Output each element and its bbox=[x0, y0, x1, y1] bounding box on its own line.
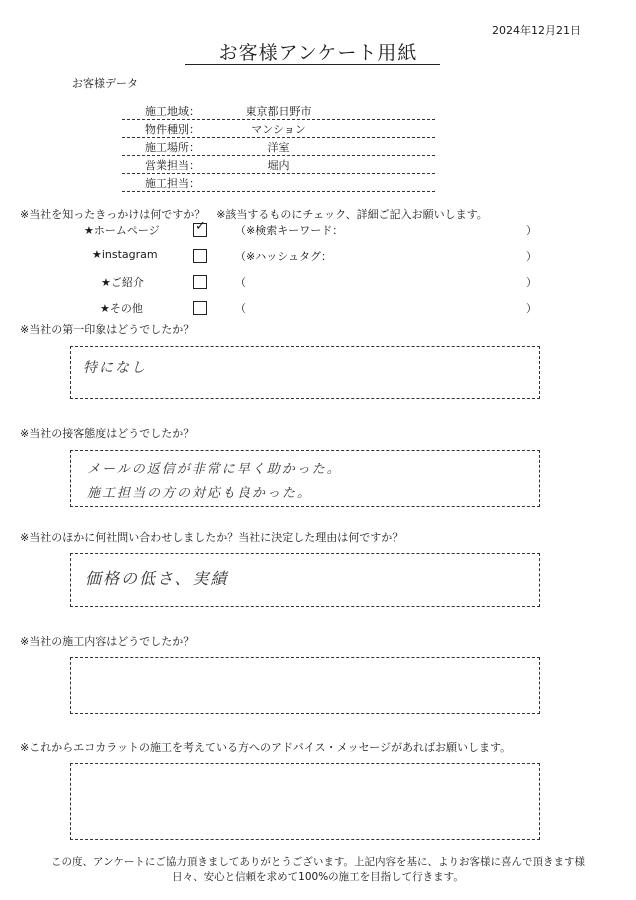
answer-box-advice[interactable] bbox=[70, 763, 540, 840]
customer-row-area bbox=[122, 101, 435, 120]
survey-date: 2024年12月21日 bbox=[492, 24, 581, 37]
option-detail: （※検索キーワード： bbox=[235, 224, 344, 237]
question-competitors: ※当社のほかに何社問い合わせしましたか？当社に決定した理由は何ですか？ bbox=[20, 531, 404, 544]
customer-row-label: 施工担当： bbox=[145, 177, 200, 190]
option-close-paren: ） bbox=[526, 276, 537, 289]
question-service-attitude: ※当社の接客態度はどうでしたか？ bbox=[20, 427, 195, 440]
page-title: お客様アンケート用紙 bbox=[218, 42, 418, 64]
option-detail: （※ハッシュタグ： bbox=[235, 250, 332, 263]
handwritten-answer: メールの返信が非常に早く助かった。 bbox=[87, 462, 342, 477]
handwritten-answer: 施工担当の方の対応も良かった。 bbox=[87, 486, 313, 501]
customer-section-label: お客様データ bbox=[72, 77, 138, 90]
footer-message bbox=[0, 855, 636, 885]
answer-box-service-attitude[interactable] bbox=[70, 450, 540, 507]
customer-row-label: 施工場所： bbox=[145, 141, 200, 154]
option-close-paren: ） bbox=[526, 250, 537, 263]
customer-row-place bbox=[122, 137, 435, 156]
option-label: ★ご紹介 bbox=[101, 276, 144, 289]
customer-row-value: 東京都日野市 bbox=[245, 105, 312, 118]
customer-row-value: マンション bbox=[251, 123, 306, 136]
question-first-impression: ※当社の第一印象はどうでしたか？ bbox=[20, 323, 195, 336]
question-advice: ※これからエコカラットの施工を考えている方へのアドバイス・メッセージがあればお願いします。 bbox=[20, 741, 512, 754]
source-option-referral bbox=[0, 274, 636, 294]
option-checkbox[interactable] bbox=[193, 301, 207, 315]
option-checkbox[interactable] bbox=[193, 249, 207, 263]
customer-row-sales bbox=[122, 155, 435, 174]
customer-row-type bbox=[122, 119, 435, 138]
footer-line: この度、アンケートにご協力頂きましてありがとうございます。上記内容を基に、よりお客様に喜んで頂きます様 bbox=[50, 856, 586, 868]
answer-box-work-quality[interactable] bbox=[70, 657, 540, 714]
source-option-homepage bbox=[0, 219, 636, 242]
option-label: ★instagram bbox=[92, 248, 158, 261]
source-option-other bbox=[0, 300, 636, 320]
customer-row-value: 堀内 bbox=[267, 159, 290, 172]
handwritten-answer: 特になし bbox=[83, 360, 147, 376]
option-close-paren: ） bbox=[526, 224, 537, 237]
footer-line: 日々、安心と信頼を求めて100%の施工を目指して行きます。 bbox=[172, 871, 464, 883]
answer-box-first-impression[interactable] bbox=[70, 346, 540, 399]
question-work-quality: ※当社の施工内容はどうでしたか？ bbox=[20, 635, 195, 648]
source-question: ※当社を知ったきっかけは何ですか？ ※該当するものにチェック、詳細ご記入お願いします。 bbox=[20, 208, 488, 221]
option-checkbox[interactable] bbox=[193, 219, 207, 237]
answer-box-competitors[interactable] bbox=[70, 553, 540, 607]
option-label: ★ホームページ bbox=[84, 224, 160, 237]
option-detail: （ bbox=[235, 276, 246, 289]
option-checkbox[interactable] bbox=[193, 275, 207, 289]
customer-row-label: 施工地域： bbox=[145, 105, 200, 118]
handwritten-answer: 価格の低さ、実績 bbox=[85, 569, 229, 588]
customer-row-value: 洋室 bbox=[267, 141, 290, 154]
source-option-instagram bbox=[0, 248, 636, 268]
customer-row-label: 物件種別： bbox=[145, 123, 200, 136]
checkmark-icon: ✓ bbox=[195, 219, 206, 234]
option-detail: （ bbox=[235, 302, 246, 315]
option-close-paren: ） bbox=[526, 302, 537, 315]
option-label: ★その他 bbox=[100, 302, 143, 315]
customer-row-installer bbox=[122, 173, 435, 192]
customer-row-label: 営業担当： bbox=[145, 159, 200, 172]
title-underline bbox=[185, 64, 440, 65]
